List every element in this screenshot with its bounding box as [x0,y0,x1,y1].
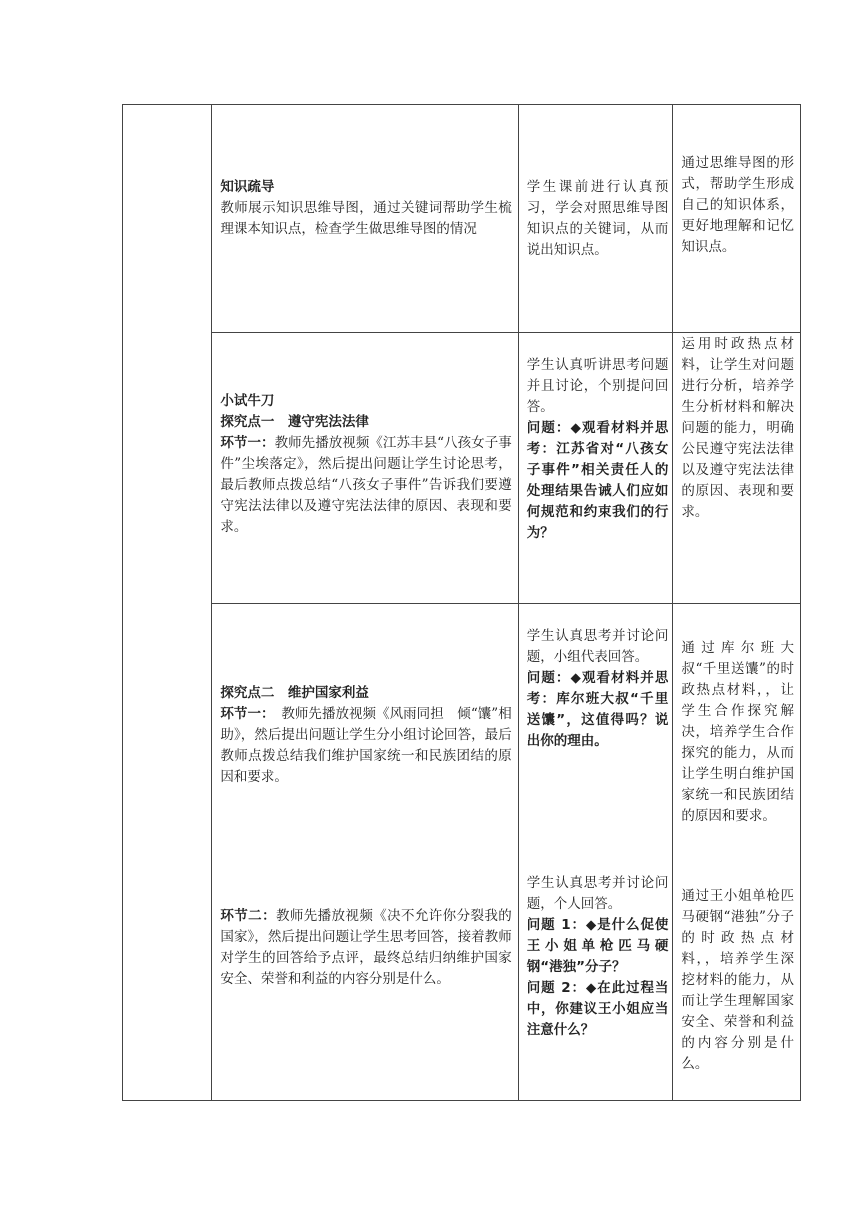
discussion-question: 问题 1：◆是什么促使王小姐单枪匹马硬钢“港独”分子？ [526,917,669,975]
discussion-question: 问题：◆观看材料并思考：库尔班大叔“千里送馕”，这值得吗？说出你的理由。 [526,670,669,749]
step-text: 教师先播放视频《决不允许你分裂我的国家》，然后提出问题让学生思考回答，接着教师对学生的回答给予点评，最终总结归纳维护国家安全、荣誉和利益的内容分别是什么。 [220,908,512,987]
teacher-activity-text [220,704,511,788]
design-purpose-cell [673,333,801,604]
section-heading: 知识疏导 [220,179,275,195]
discussion-question: 问题：◆观看材料并思考：江苏省对“八孩女子事件”相关责任人的处理结果告诫人们应如何规范和约束我们的行为？ [526,420,669,541]
teacher-activity-cell [212,604,518,1101]
student-activity-text: 学生认真听讲思考问题并且讨论，个别提问回答。 [526,357,669,415]
design-purpose-text: 运用时政热点材料，让学生对问题进行分析，培养学生分析材料和解决问题的能力，明确公民遵守宪法法律以及遵守宪法法律的原因、表现和要求。 [681,336,794,520]
student-activity-text: 学生课前进行认真预习，学会对照思维导图知识点的关键词，从而说出知识点。 [526,179,669,258]
student-activity-text: 学生认真思考并讨论问题，小组代表回答。 [526,628,669,665]
stage-cell [123,105,212,1101]
teacher-activity-cell [212,333,518,604]
teacher-activity-text [220,906,511,990]
teacher-activity-text: 教师展示知识思维导图，通过关键词帮助学生梳理课本知识点，检查学生做思维导图的情况 [220,200,512,237]
student-activity-cell [518,604,673,1101]
teacher-activity-text [220,433,511,538]
design-purpose-text: 通过思维导图的形式，帮助学生形成自己的知识体系，更好地理解和记忆知识点。 [681,155,794,255]
lesson-plan-table [122,104,801,1101]
inquiry-point-title: 探究点二 维护国家利益 [220,685,369,701]
student-activity-text: 学生认真思考并讨论问题，个人回答。 [526,875,669,912]
step-text: 教师先播放视频《风雨同担 倾“馕”相助》，然后提出问题让学生分小组讨论回答，最后教师点拨总结我们维护国家统一和民族团结的原因和要求。 [220,706,512,785]
student-activity-cell [518,105,673,333]
design-purpose-cell [673,604,801,1101]
section-heading: 小试牛刀 [220,393,275,409]
step-label: 环节一： [220,435,275,451]
design-purpose-text: 通过库尔班大叔“千里送馕”的时政热点材料，，让学生合作探究解决，培养学生合作探究的能力，从而让学生明白维护国家统一和民族团结的原因和要求。 [681,640,794,824]
step-text: 教师先播放视频《江苏丰县“八孩女子事件”尘埃落定》，然后提出问题让学生讨论思考，最后教师点拨总结“八孩女子事件”告诉我们要遵守宪法法律以及遵守宪法法律的原因、表现和要求。 [220,435,512,535]
step-label: 环节一： [220,706,268,722]
table-row [123,604,801,1101]
inquiry-point-title: 探究点一 遵守宪法法律 [220,414,369,430]
table-row [123,333,801,604]
table-row [123,105,801,333]
step-label: 环节二： [220,908,276,924]
teacher-activity-cell [212,105,518,333]
student-activity-cell [518,333,673,604]
discussion-question: 问题 2：◆在此过程当中，你建议王小姐应当注意什么？ [526,980,669,1038]
design-purpose-cell [673,105,801,333]
design-purpose-text: 通过王小姐单枪匹马硬钢“港独”分子的时政热点材料，，培养学生深挖材料的能力，从而让学生理解国家安全、荣誉和利益的内容分别是什么。 [681,888,794,1072]
